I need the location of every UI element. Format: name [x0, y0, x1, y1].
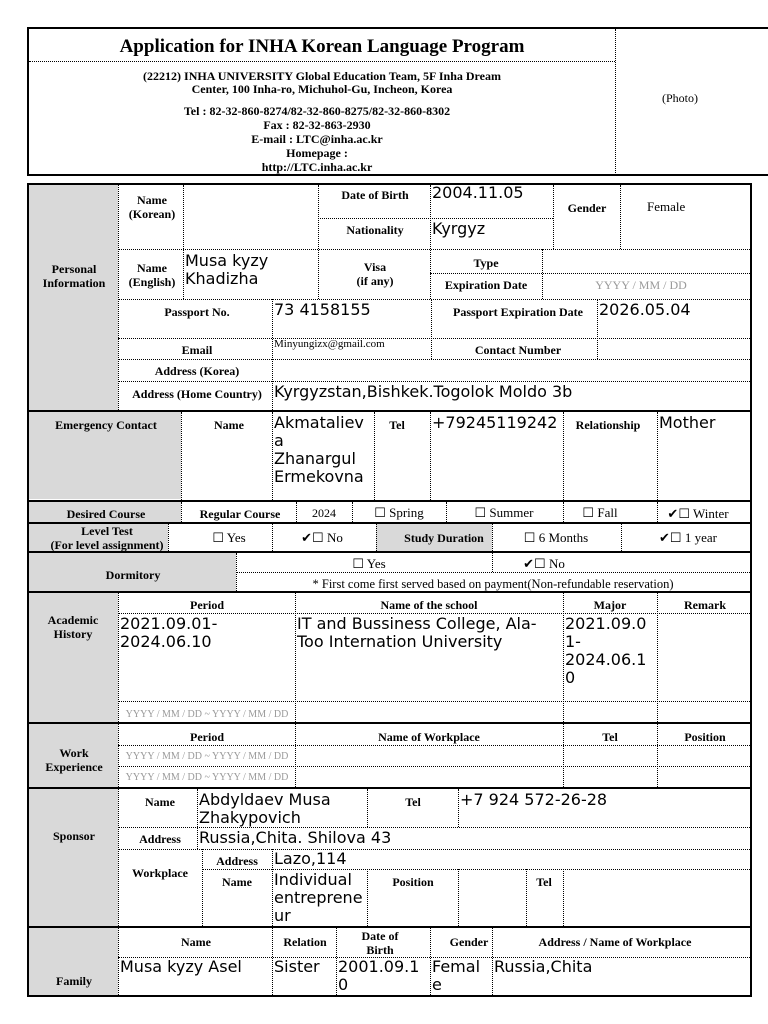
academic-header-period: Period [190, 598, 224, 612]
email-value[interactable]: Minyungizx@gmail.com [274, 338, 385, 350]
passport-exp-label: Passport Expiration Date [453, 305, 583, 319]
regular-course-label: Regular Course [199, 507, 281, 521]
relationship-label: Relationship [575, 418, 641, 432]
work-period-placeholder-1[interactable]: YYYY / MM / DD ~ YYYY / MM / DD [125, 751, 289, 762]
family-header-gender: Gender [449, 935, 489, 949]
nationality-label: Nationality [346, 223, 404, 237]
form-title: Application for INHA Korean Language Program [119, 36, 525, 57]
family-header-address: Address / Name of Workplace [538, 935, 692, 949]
family-section-label: Family [56, 974, 92, 988]
academic-school-value[interactable]: IT and Bussiness College, Ala- Too Internation University [297, 614, 537, 651]
level-test-label: Level Test (For level assignment) [50, 524, 164, 552]
sponsor-address-label: Address [139, 832, 181, 846]
dormitory-note: * First come first served based on payment(Non-refundable reservation) [312, 577, 674, 591]
family-dob-value[interactable]: 2001.09.1 0 [338, 957, 420, 994]
address-home-value[interactable]: Kyrgyzstan,Bishkek.Togolok Moldo 3b [274, 382, 573, 401]
emergency-section-label: Emergency Contact [55, 418, 157, 432]
passport-exp-value[interactable]: 2026.05.04 [599, 300, 691, 319]
workplace-address-value[interactable]: Lazo,114 [274, 849, 347, 868]
sponsor-address-value[interactable]: Russia,Chita. Shilova 43 [199, 828, 392, 847]
work-period-placeholder-2[interactable]: YYYY / MM / DD ~ YYYY / MM / DD [125, 772, 289, 783]
course-year[interactable]: 2024 [312, 506, 336, 520]
personal-info-section-label: Personal Information [42, 262, 106, 290]
workplace-tel-label: Tel [536, 875, 552, 889]
family-name-value[interactable]: Musa kyzy Asel [120, 957, 242, 976]
visa-expiration-field[interactable]: YYYY / MM / DD [595, 278, 687, 292]
contact-number-label: Contact Number [474, 343, 562, 357]
workplace-position-label: Position [392, 875, 434, 889]
visa-label: Visa (if any) [356, 260, 394, 288]
header-address-line1: (22212) INHA UNIVERSITY Global Education Team, 5F Inha Dream [143, 69, 501, 83]
level-test-no-checkbox[interactable]: ✔☐ No [301, 530, 343, 545]
address-korea-field[interactable] [273, 361, 751, 380]
family-header-dob: Date of Birth [361, 929, 399, 957]
work-header-workplace: Name of Workplace [378, 730, 480, 744]
dormitory-yes-checkbox[interactable]: ☐ Yes [352, 556, 386, 571]
visa-type-field[interactable] [543, 250, 751, 272]
header-homepage-label: Homepage : [286, 146, 348, 160]
visa-type-label: Type [473, 256, 499, 270]
level-test-yes-checkbox[interactable]: ☐ Yes [212, 530, 246, 545]
family-relation-value[interactable]: Sister [274, 957, 320, 976]
sponsor-name-value[interactable]: Abdyldaev Musa Zhakypovich [199, 790, 331, 827]
header-tel: Tel : 82-32-860-8274/82-32-860-8275/82-32-860-8302 [183, 104, 451, 118]
one-year-checkbox[interactable]: ✔☐ 1 year [659, 530, 717, 545]
family-address-value[interactable]: Russia,Chita [494, 957, 593, 976]
header-email: E-mail : LTC@inha.ac.kr [251, 132, 383, 146]
academic-header-remark: Remark [684, 598, 726, 612]
name-korean-label: Name (Korean) [128, 193, 176, 221]
study-duration-label: Study Duration [404, 531, 484, 545]
work-header-tel: Tel [602, 730, 618, 744]
work-section-label: Work Experience [45, 746, 103, 774]
address-home-label: Address (Home Country) [132, 387, 262, 401]
contact-number-field[interactable] [598, 340, 751, 358]
sponsor-workplace-label: Workplace [132, 866, 188, 880]
workplace-address-label: Address [216, 854, 258, 868]
address-korea-label: Address (Korea) [154, 364, 240, 378]
gender-value[interactable]: Female [647, 199, 686, 214]
work-header-position: Position [684, 730, 726, 744]
email-label: Email [181, 343, 213, 357]
spring-checkbox[interactable]: ☐ Spring [374, 505, 424, 520]
sponsor-tel-label: Tel [405, 795, 421, 809]
academic-period-value[interactable]: 2021.09.01- 2024.06.10 [120, 614, 218, 651]
family-gender-value[interactable]: Femal e [432, 957, 481, 994]
sponsor-tel-value[interactable]: +7 924 572-26-28 [460, 790, 608, 809]
passport-no-label: Passport No. [164, 305, 230, 319]
emergency-name-value[interactable]: Akmataliev a Zhanargul Ermekovna [274, 413, 364, 486]
dormitory-no-checkbox[interactable]: ✔☐ No [523, 556, 565, 571]
name-korean-field[interactable] [184, 186, 317, 248]
dob-value[interactable]: 2004.11.05 [432, 183, 524, 202]
winter-checkbox[interactable]: ✔☐ Winter [667, 506, 729, 521]
academic-section-label: Academic History [47, 613, 99, 641]
sponsor-name-label: Name [145, 795, 175, 809]
emergency-name-label: Name [214, 418, 244, 432]
nationality-value[interactable]: Kyrgyz [432, 219, 486, 238]
academic-period-placeholder[interactable]: YYYY / MM / DD ~ YYYY / MM / DD [125, 709, 289, 720]
summer-checkbox[interactable]: ☐ Summer [474, 505, 534, 520]
passport-no-value[interactable]: 73 4158155 [274, 300, 371, 319]
workplace-name-label: Name [222, 875, 252, 889]
header-fax: Fax : 82-32-863-2930 [263, 118, 371, 132]
dob-label: Date of Birth [341, 188, 409, 202]
academic-header-major: Major [593, 598, 627, 612]
six-months-checkbox[interactable]: ☐ 6 Months [523, 530, 589, 545]
gender-label: Gender [567, 201, 607, 215]
desired-course-label: Desired Course [66, 507, 146, 521]
relationship-value[interactable]: Mother [659, 413, 716, 432]
academic-header-school: Name of the school [380, 598, 478, 612]
emergency-tel-value[interactable]: +79245119242 [432, 413, 558, 432]
work-header-period: Period [190, 730, 224, 744]
name-english-value[interactable]: Musa kyzy Khadizha [185, 251, 269, 288]
family-header-relation: Relation [283, 935, 327, 949]
workplace-name-value[interactable]: Individual entreprene ur [274, 870, 363, 925]
fall-checkbox[interactable]: ☐ Fall [582, 505, 618, 520]
photo-placeholder[interactable]: (Photo) [662, 91, 698, 105]
sponsor-section-label: Sponsor [52, 829, 96, 843]
header-address-line2: Center, 100 Inha-ro, Michuhol-Gu, Incheon, Korea [191, 82, 453, 96]
emergency-tel-label: Tel [389, 418, 405, 432]
visa-expiration-label: Expiration Date [444, 278, 528, 292]
dormitory-label: Dormitory [105, 568, 161, 582]
family-header-name: Name [181, 935, 211, 949]
header-homepage-url: http://LTC.inha.ac.kr [261, 160, 373, 174]
name-english-label: Name (English) [128, 261, 176, 289]
academic-major-value[interactable]: 2021.09.0 1- 2024.06.1 0 [565, 614, 647, 687]
